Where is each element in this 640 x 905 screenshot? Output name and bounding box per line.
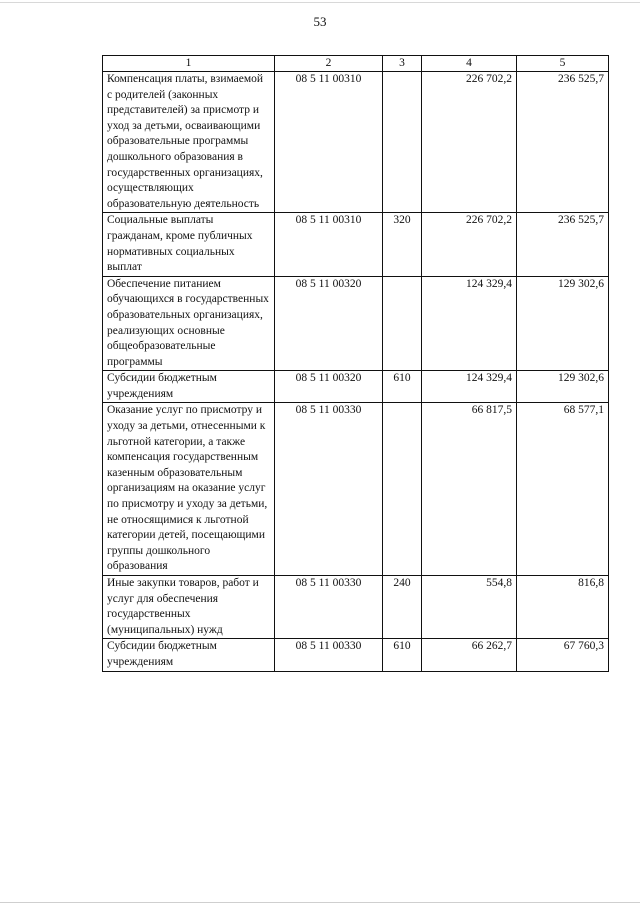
table-row [103,276,609,371]
row-target-code: 08 5 11 00310 [275,213,383,276]
header-col-4: 4 [422,56,517,72]
row-expense-type: 610 [383,371,422,403]
row-amount-year-1: 66 817,5 [422,403,517,576]
row-amount-year-2: 68 577,1 [517,403,609,576]
row-name: Субсидии бюджетным учреждениям [103,639,275,671]
header-row [103,56,609,72]
row-name: Обеспечение питанием обучающихся в государственных образовательных организациях, реализующих основные общеобразовательные программы [103,276,275,371]
page-number: 53 [313,14,327,29]
header-col-5: 5 [517,56,609,72]
row-target-code: 08 5 11 00330 [275,639,383,671]
row-amount-year-1: 124 329,4 [422,371,517,403]
table-row [103,72,609,213]
header-col-3: 3 [383,56,422,72]
row-name: Оказание услуг по присмотру и уходу за детьми, отнесенными к льготной категории, а также компенсация государственным казенным образовательным организациям на оказание услуг по присмотру и уходу за детьми, не относящимися к льготной категории детей, посещающими группы дошкольного образования [103,403,275,576]
row-name: Компенсация платы, взимаемой с родителей (законных представителей) за присмотр и уход за детьми, осваивающими образовательные программы дошкольного образования в государственных организациях, осуществляющих образовательную деятельность [103,72,275,213]
row-amount-year-2: 67 760,3 [517,639,609,671]
table-row [103,639,609,671]
row-name: Субсидии бюджетным учреждениям [103,371,275,403]
table-row [103,403,609,576]
table-body [103,72,609,672]
row-expense-type: 610 [383,639,422,671]
row-amount-year-1: 226 702,2 [422,213,517,276]
row-amount-year-2: 816,8 [517,576,609,639]
row-target-code: 08 5 11 00330 [275,403,383,576]
row-amount-year-2: 129 302,6 [517,276,609,371]
row-name: Иные закупки товаров, работ и услуг для обеспечения государственных (муниципальных) нужд [103,576,275,639]
header-col-2: 2 [275,56,383,72]
row-amount-year-2: 129 302,6 [517,371,609,403]
row-amount-year-1: 226 702,2 [422,72,517,213]
row-amount-year-1: 66 262,7 [422,639,517,671]
row-target-code: 08 5 11 00320 [275,276,383,371]
row-amount-year-2: 236 525,7 [517,213,609,276]
table-row [103,371,609,403]
row-target-code: 08 5 11 00330 [275,576,383,639]
row-expense-type: 240 [383,576,422,639]
row-amount-year-1: 554,8 [422,576,517,639]
row-amount-year-2: 236 525,7 [517,72,609,213]
row-target-code: 08 5 11 00320 [275,371,383,403]
row-name: Социальные выплаты гражданам, кроме публичных нормативных социальных выплат [103,213,275,276]
row-expense-type [383,72,422,213]
table-header [103,56,609,72]
table-row [103,213,609,276]
table-row [103,576,609,639]
row-expense-type [383,403,422,576]
row-expense-type: 320 [383,213,422,276]
scan-edge-top [0,2,640,3]
scan-edge-bottom [0,902,640,903]
row-expense-type [383,276,422,371]
header-col-1: 1 [103,56,275,72]
budget-table [102,55,609,672]
row-target-code: 08 5 11 00310 [275,72,383,213]
row-amount-year-1: 124 329,4 [422,276,517,371]
